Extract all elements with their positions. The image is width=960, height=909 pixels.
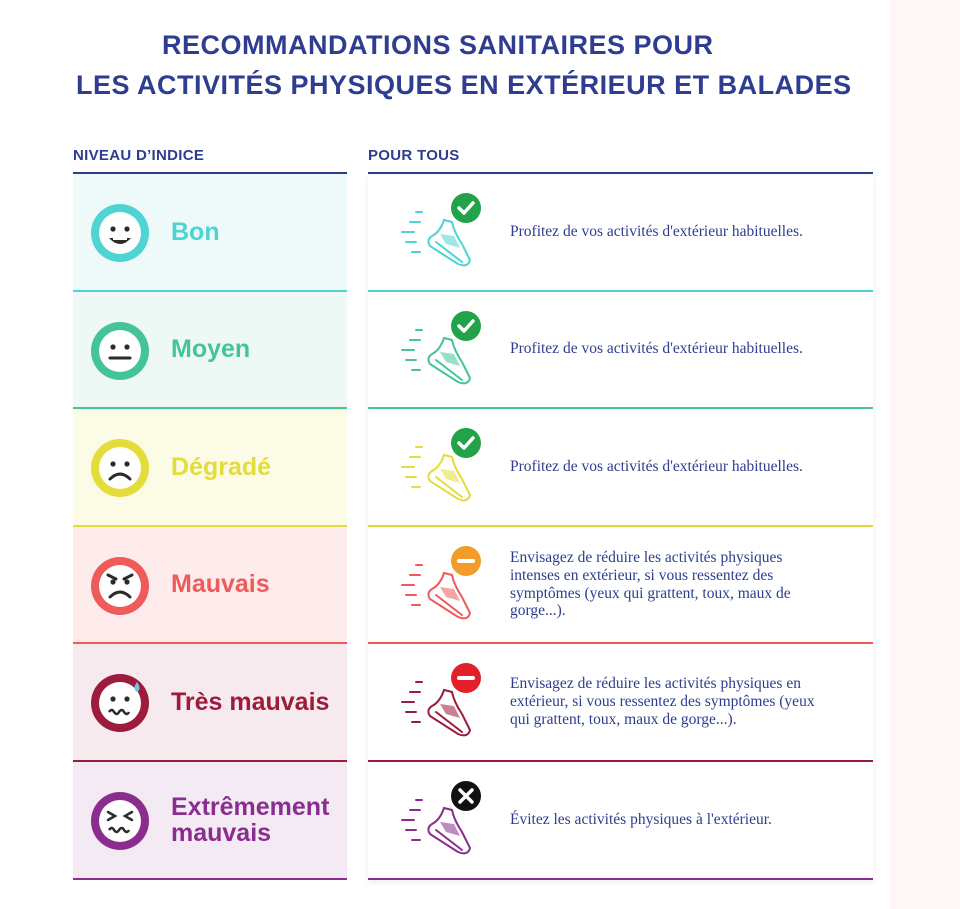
advice-cell xyxy=(368,292,873,410)
recommendation-table xyxy=(0,174,890,880)
table-row xyxy=(0,174,890,292)
level-label-text: Moyen xyxy=(171,335,251,364)
level-label-text: Très mauvais xyxy=(171,688,330,717)
advice-cell xyxy=(368,527,873,645)
advice-text xyxy=(510,527,833,643)
advice-text-content: Profitez de vos activités d'extérieur habituelles. xyxy=(510,458,803,476)
minus-icon xyxy=(450,545,482,577)
column-header-level: NIVEAU D’INDICE xyxy=(73,147,205,164)
advice-text xyxy=(510,644,833,760)
column-header-everyone: POUR TOUS xyxy=(368,147,460,164)
advice-text-content: Profitez de vos activités d'extérieur habituelles. xyxy=(510,340,803,358)
level-cell xyxy=(73,174,347,292)
check-icon xyxy=(450,192,482,224)
advice-cell xyxy=(368,409,873,527)
table-row xyxy=(0,762,890,880)
sweating-face-icon xyxy=(89,672,151,734)
table-row xyxy=(0,644,890,762)
minus-icon xyxy=(450,662,482,694)
table-row xyxy=(0,527,890,645)
level-cell xyxy=(73,644,347,762)
frown-face-icon xyxy=(89,437,151,499)
level-cell xyxy=(73,409,347,527)
level-label xyxy=(171,174,341,290)
level-label xyxy=(171,292,341,408)
level-label xyxy=(171,409,341,525)
table-row xyxy=(0,409,890,527)
advice-text xyxy=(510,174,833,290)
advice-text xyxy=(510,762,833,878)
neutral-face-icon xyxy=(89,320,151,382)
level-label xyxy=(171,527,341,643)
level-label-text: Bon xyxy=(171,217,220,246)
sick-face-icon xyxy=(89,790,151,852)
level-label-text: Mauvais xyxy=(171,570,270,599)
advice-text xyxy=(510,409,833,525)
level-label xyxy=(171,762,341,878)
advice-cell xyxy=(368,762,873,880)
title-line-1: RECOMMANDATIONS SANITAIRES POUR xyxy=(162,30,714,60)
level-cell xyxy=(73,527,347,645)
advice-cell xyxy=(368,174,873,292)
smile-face-icon xyxy=(89,202,151,264)
level-label-text: Dégradé xyxy=(171,452,272,481)
advice-cell xyxy=(368,644,873,762)
level-cell xyxy=(73,762,347,880)
level-cell xyxy=(73,292,347,410)
advice-text-content: Profitez de vos activités d'extérieur habituelles. xyxy=(510,222,803,240)
advice-text-content: Évitez les activités physiques à l'extérieur. xyxy=(510,810,772,828)
level-label-text: Extrêmement mauvais xyxy=(171,792,330,847)
cross-icon xyxy=(450,780,482,812)
level-label xyxy=(171,644,341,760)
check-icon xyxy=(450,310,482,342)
check-icon xyxy=(450,427,482,459)
table-row xyxy=(0,292,890,410)
angry-face-icon xyxy=(89,555,151,617)
advice-text-content: Envisagez de réduire les activités physiques intenses en extérieur, si vous ressentez des symptômes (yeux qui grattent, toux, maux de gorge...). xyxy=(510,548,791,620)
title-line-2: LES ACTIVITÉS PHYSIQUES EN EXTÉRIEUR ET BALADES xyxy=(76,70,852,100)
advice-text-content: Envisagez de réduire les activités physiques en extérieur, si vous ressentez des symptômes (yeux qui grattent, toux, maux de gorge...). xyxy=(510,675,815,729)
advice-text xyxy=(510,292,833,408)
